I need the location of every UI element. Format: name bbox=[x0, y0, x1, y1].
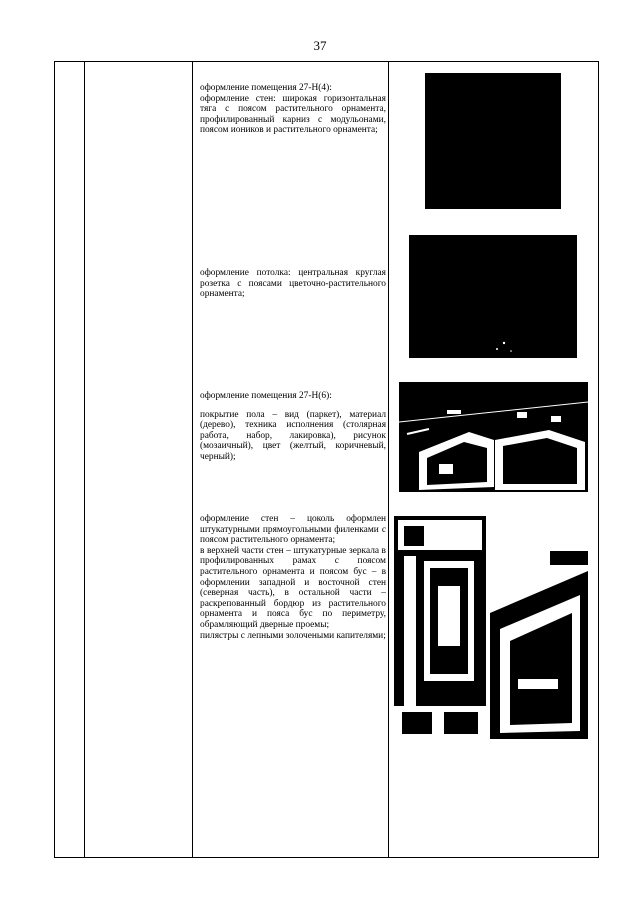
document-table bbox=[54, 61, 599, 858]
photo-room4-ceiling bbox=[409, 235, 577, 358]
page-number: 37 bbox=[313, 38, 327, 53]
room6-title: оформление помещения 27-Н(6): bbox=[200, 391, 332, 401]
room6-walls-3: пилястры с лепными золочеными капителями; bbox=[200, 630, 386, 641]
photo-room6-floor bbox=[399, 382, 588, 492]
photo-room6-walls-right bbox=[490, 551, 588, 739]
ceiling-photo-art bbox=[409, 235, 577, 358]
table-col-divider-1 bbox=[84, 61, 85, 858]
wall-photo-right-art bbox=[490, 551, 588, 739]
floor-photo-art bbox=[399, 382, 588, 492]
table-top-border bbox=[54, 61, 599, 62]
photo-room4-walls bbox=[425, 73, 561, 209]
table-col-divider-3 bbox=[388, 61, 389, 858]
room4-block bbox=[200, 83, 386, 136]
room4-ceiling-block bbox=[200, 268, 386, 300]
room4-ceiling: оформление потолка: центральная круглая розетка с поясами цветочно-растительного орнамента; bbox=[200, 268, 386, 300]
room6-walls-1: оформление стен – цоколь оформлен штукатурными прямоугольными филенками с поясом растительного орнамента; bbox=[200, 514, 386, 546]
table-right-border bbox=[598, 61, 599, 858]
table-col-divider-2 bbox=[192, 61, 193, 858]
photo-room6-walls-left bbox=[394, 516, 486, 740]
wall-photo-left-art bbox=[394, 516, 486, 740]
room6-floor: покрытие пола – вид (паркет), материал (дерево), техника исполнения (столярная работа, набор, лакировка), рисунок (мозаичный), цвет (желтый, коричневый, черный); bbox=[200, 409, 386, 462]
room6-block bbox=[200, 391, 386, 463]
table-left-border bbox=[54, 61, 55, 858]
room4-walls: оформление стен: широкая горизонтальная тяга с поясом растительного орнамента, профилированный карниз с модульонами, поясом иоников и растительного орнамента; bbox=[200, 93, 386, 136]
room6-walls-2: в верхней части стен – штукатурные зеркала в профилированных рамах с поясом растительного орнамента и поясом бус – в оформлении западной и восточной стен (северная часть), в остальной части – раскрепованный бордюр из растительного орнамента и пояса бус по периметру, обрамляющий дверные проемы; bbox=[200, 545, 386, 630]
table-bottom-border bbox=[54, 857, 599, 858]
room4-title: оформление помещения 27-Н(4): bbox=[200, 83, 332, 93]
room6-walls-block bbox=[200, 514, 386, 641]
